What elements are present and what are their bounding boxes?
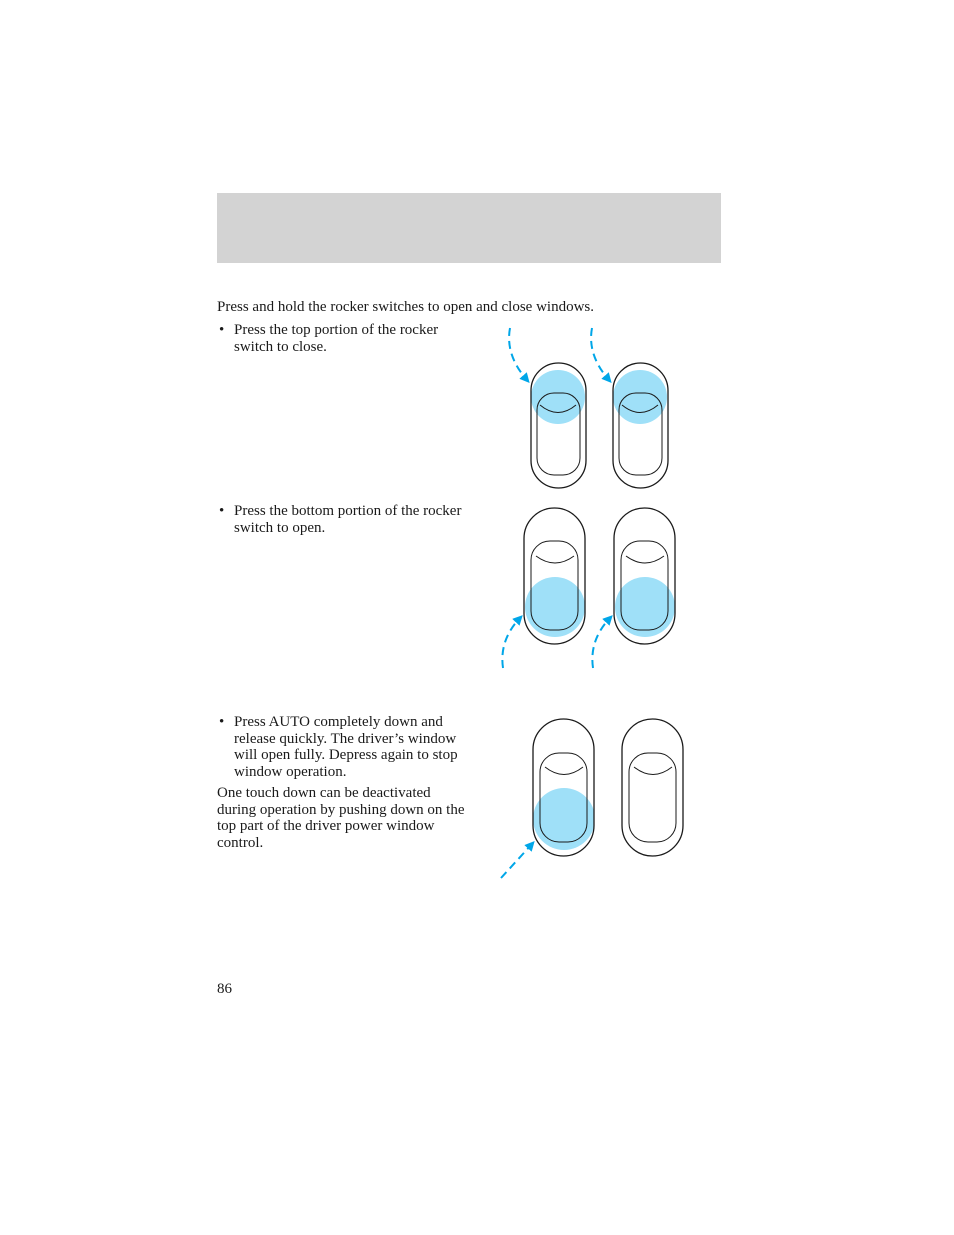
one-touch-note: One touch down can be deactivated during operation by pushing down on the top part of the driver power window control. <box>217 785 465 851</box>
bullet-auto-text: Press AUTO completely down and release quickly. The driver’s window will open fully. Depress again to stop window operation. <box>234 714 458 780</box>
auto-switch-driver <box>533 719 595 856</box>
press-arrow-icon <box>502 618 520 668</box>
press-arrow-icon <box>501 844 532 878</box>
bullet-marker: • <box>219 503 225 519</box>
press-arrow-icon <box>592 618 610 668</box>
close-switch-right <box>613 363 668 488</box>
open-switch-left <box>524 508 585 644</box>
press-arrow-icon <box>509 328 527 380</box>
bullet-close-text: Press the top portion of the rocker switch to close. <box>234 322 439 355</box>
bullet-marker: • <box>219 322 225 338</box>
close-switch-left <box>531 363 586 488</box>
page-number: 86 <box>217 981 232 997</box>
open-switch-right <box>614 508 675 644</box>
intro-paragraph: Press and hold the rocker switches to open and close windows. <box>217 299 595 315</box>
auto-switch-passenger <box>622 719 683 856</box>
bullet-open-text: Press the bottom portion of the rocker switch to open. <box>234 503 462 536</box>
press-arrow-icon <box>591 328 609 380</box>
bullet-marker: • <box>219 714 225 730</box>
